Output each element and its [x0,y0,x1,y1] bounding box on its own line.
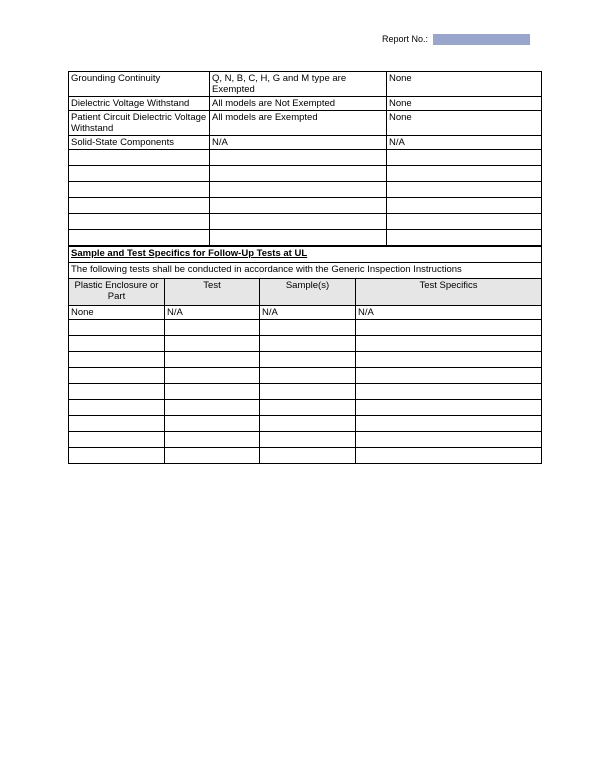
table-row [69,136,542,150]
empty-cell [387,214,542,230]
empty-cell [69,416,165,432]
empty-row [69,320,542,336]
column-header-samples: Sample(s) [260,279,356,306]
empty-cell [260,320,356,336]
empty-cell [165,416,260,432]
empty-cell [210,230,387,246]
empty-row [69,230,542,246]
followup-tests-table [68,246,542,464]
part-cell: None [69,306,165,320]
empty-cell [165,336,260,352]
other-cell: N/A [387,136,542,150]
empty-cell [210,166,387,182]
empty-row [69,198,542,214]
empty-cell [356,416,542,432]
empty-cell [356,368,542,384]
empty-row [69,432,542,448]
instructions-text: The following tests shall be conducted in accordance with the Generic Inspection Instructions [69,263,542,279]
other-cell: None [387,97,542,111]
empty-cell [260,448,356,464]
empty-cell [165,384,260,400]
empty-cell [260,416,356,432]
test-name-cell: Dielectric Voltage Withstand [69,97,210,111]
empty-cell [69,320,165,336]
empty-cell [387,230,542,246]
table-row [69,72,542,97]
empty-cell [387,198,542,214]
test-name-cell: Solid-State Components [69,136,210,150]
empty-cell [69,400,165,416]
empty-row [69,166,542,182]
section-title: Sample and Test Specifics for Follow-Up Tests at UL [69,247,542,263]
empty-row [69,182,542,198]
empty-cell [69,166,210,182]
other-cell: None [387,111,542,136]
empty-cell [69,384,165,400]
empty-row [69,448,542,464]
empty-cell [260,384,356,400]
empty-cell [387,166,542,182]
table-row [69,111,542,136]
empty-cell [356,432,542,448]
table-row [69,306,542,320]
column-header-part: Plastic Enclosure or Part [69,279,165,306]
empty-cell [260,336,356,352]
empty-cell [165,432,260,448]
empty-row [69,400,542,416]
report-no-field[interactable] [433,34,530,45]
models-cell: All models are Not Exempted [210,97,387,111]
empty-row [69,336,542,352]
empty-row [69,150,542,166]
specifics-cell: N/A [356,306,542,320]
empty-cell [165,320,260,336]
empty-cell [387,150,542,166]
empty-cell [69,448,165,464]
empty-cell [356,336,542,352]
empty-cell [165,352,260,368]
empty-row [69,416,542,432]
report-no-label: Report No.: [382,34,429,44]
table-row [69,97,542,111]
empty-cell [260,432,356,448]
empty-cell [165,448,260,464]
empty-cell [69,230,210,246]
test-name-cell: Patient Circuit Dielectric Voltage Withstand [69,111,210,136]
empty-cell [356,320,542,336]
empty-cell [356,352,542,368]
empty-row [69,352,542,368]
empty-row [69,368,542,384]
header-row [69,279,542,306]
empty-cell [69,336,165,352]
empty-cell [69,150,210,166]
empty-cell [210,214,387,230]
empty-cell [165,368,260,384]
test-cell: N/A [165,306,260,320]
empty-cell [69,352,165,368]
empty-cell [260,400,356,416]
empty-cell [69,432,165,448]
empty-cell [260,352,356,368]
empty-row [69,384,542,400]
exemptions-table [68,71,542,246]
section-title-row [69,247,542,263]
column-header-specifics: Test Specifics [356,279,542,306]
instructions-row [69,263,542,279]
test-name-cell: Grounding Continuity [69,72,210,97]
models-cell: N/A [210,136,387,150]
empty-cell [210,182,387,198]
models-cell: Q, N, B, C, H, G and M type are Exempted [210,72,387,97]
other-cell: None [387,72,542,97]
empty-cell [356,448,542,464]
empty-cell [356,384,542,400]
empty-cell [356,400,542,416]
empty-cell [69,182,210,198]
empty-cell [165,400,260,416]
empty-cell [210,198,387,214]
empty-cell [69,214,210,230]
empty-cell [387,182,542,198]
empty-row [69,214,542,230]
samples-cell: N/A [260,306,356,320]
empty-cell [210,150,387,166]
empty-cell [260,368,356,384]
empty-cell [69,198,210,214]
column-header-test: Test [165,279,260,306]
empty-cell [69,368,165,384]
models-cell: All models are Exempted [210,111,387,136]
